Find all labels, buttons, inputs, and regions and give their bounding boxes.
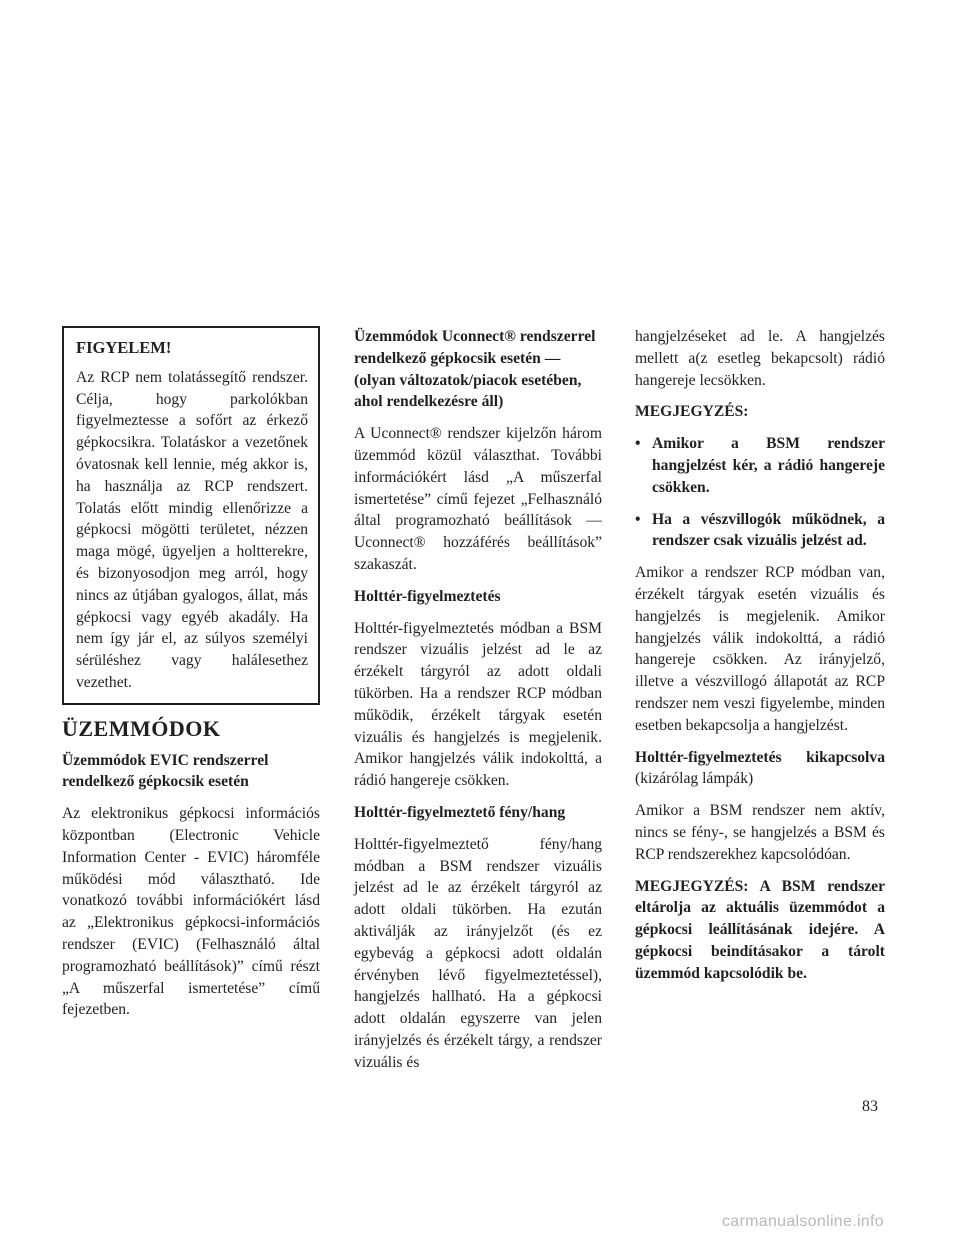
column-right	[635, 326, 885, 995]
paragraph-continued: hangjelzéseket ad le. A hangjelzés mellett a(z esetleg bekapcsolt) rádió hangereje lecsökken.	[635, 328, 885, 389]
heading-blind-spot-off: Holttér-figyelmeztetés kikapcsolva	[635, 748, 885, 766]
paragraph-evic: Az elektronikus gépkocsi információs központban (Electronic Vehicle Information Center - EVIC) háromféle működési mód választható. Ide vonatkozó további információkért lásd az „Elektronikus gépkocsi-információs rendszer (EVIC) (Felhasználó által programozható beállítások)” című részt „A műszerfal ismertetése” című fejezetben.	[62, 805, 320, 1019]
warning-text: Az RCP nem tolatássegítő rendszer. Célja, hogy parkolókban figyelmeztesse a sofőrt az érkező gépkocsikra. Tolatáskor a vezetőnek óvatosnak kell lennie, még akkor is, ha használja az RCP rendszert. Tolatás előtt mindig ellenőrizze a gépkocsi mögötti területet, nézzen maga mögé, ügyeljen a holtterekre, és bizonyosodjon meg arról, hogy nincs az útjában gyalogos, állat, más gépkocsi vagy egyéb akadály. Ha nem így jár el, az súlyos személyi sérüléshez vagy halálesethez vezethet.	[76, 368, 308, 691]
paragraph-blind-spot-warning: Holttér-figyelmeztetés módban a BSM rendszer vizuális jelzést ad le az érzékelt tárgyról az adott oldali tükörben. Ha a rendszer RCP módban működik, érzékelt tárgyak esetén vizuális és hangjelzés is megjelenik. Amikor hangjelzés válik indokolttá, a rádió hangereje csökken.	[354, 619, 602, 790]
warning-title: FIGYELEM!	[76, 338, 172, 357]
section-title: ÜZEMMÓDOK	[62, 715, 221, 741]
paragraph-bsm-inactive: Amikor a BSM rendszer nem aktív, nincs se fény-, se hangjelzés a BSM és RCP rendszerekhez kapcsolódóan.	[635, 802, 885, 863]
subhead-evic: Üzemmódok EVIC rendszerrel rendelkező gépkocsik esetén	[62, 751, 269, 791]
list-item	[635, 509, 885, 553]
heading-blind-spot-light-sound: Holttér-figyelmeztető fény/hang	[354, 803, 566, 821]
heading-blind-spot-off-note: (kizárólag lámpák)	[635, 770, 754, 788]
page-number: 83	[862, 1098, 878, 1115]
heading-blind-spot-off-block	[635, 747, 885, 791]
note-bullet-list	[635, 433, 885, 552]
list-item	[635, 433, 885, 498]
column-left	[62, 326, 320, 1031]
watermark: carmanualsonline.info	[722, 1213, 884, 1230]
bullet-text: Amikor a BSM rendszer hangjelzést kér, a rádió hangereje csökken.	[652, 435, 885, 496]
bullet-icon: •	[635, 435, 641, 453]
heading-blind-spot-warning: Holttér-figyelmeztetés	[354, 587, 501, 605]
paragraph-blind-spot-light-sound: Holttér-figyelmeztető fény/hang módban a BSM rendszer vizuális jelzést ad le az érzékelt tárgyról az adott oldali tükörben. Ha ezután aktiválják az irányjelzőt (és ez egybevág a gépkocsi adott oldalán érvényben lévő figyelmeztetéssel), hangjelzés hallható. Ha a gépkocsi adott oldalán egyszerre van jelen irányjelzés és érzékelt tárgy, a rendszer vizuális és	[354, 835, 602, 1071]
warning-box	[62, 326, 320, 705]
subhead-uconnect: Üzemmódok Uconnect® rendszerrel rendelkező gépkocsik esetén — (olyan változatok/piacok esetében, ahol rendelkezésre áll)	[354, 328, 596, 411]
paragraph-rcp-mode: Amikor a rendszer RCP módban van, érzékelt tárgyak esetén vizuális és hangjelzés is megjelenik. Amikor hangjelzés válik indokolttá, a rádió hangereje csökken. Az irányjelző, illetve a vészvillogó állapotát az RCP rendszer nem veszi figyelembe, minden esetben bekapcsolja a hangjelzést.	[635, 564, 885, 734]
note-heading: MEGJEGYZÉS:	[635, 403, 749, 421]
note-bsm-stored-mode: MEGJEGYZÉS: A BSM rendszer eltárolja az aktuális üzemmódot a gépkocsi leállításának idejére. A gépkocsi beindításakor a tárolt üzemmód kapcsolódik be.	[635, 877, 885, 982]
bullet-text: Ha a vészvillogók működnek, a rendszer csak vizuális jelzést ad.	[652, 510, 885, 550]
paragraph-uconnect: A Uconnect® rendszer kijelzőn három üzemmód közül választhat. További információkért lásd „A műszerfal ismertetése” című fejezet „Felhasználó által programozható beállítások — Uconnect® hozzáférés beállítások” szakaszát.	[354, 425, 602, 573]
column-middle	[354, 326, 602, 1084]
bullet-icon: •	[635, 510, 641, 528]
